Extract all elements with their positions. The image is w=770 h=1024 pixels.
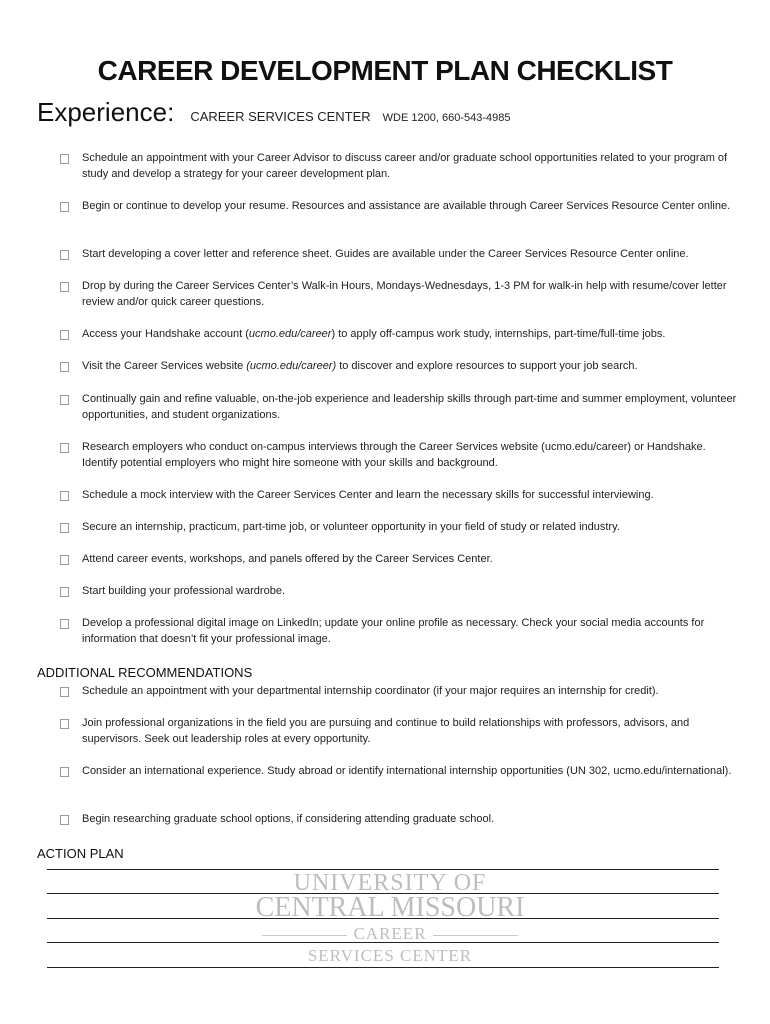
checkbox-icon[interactable] xyxy=(60,330,69,340)
item-text: Start developing a cover letter and reference sheet. Guides are available under the Career Services Resource Center online. xyxy=(82,248,689,260)
checkbox-icon[interactable] xyxy=(60,587,69,597)
checklist-item xyxy=(60,439,740,471)
checkbox-icon[interactable] xyxy=(60,555,69,565)
checklist-item xyxy=(60,519,740,535)
action-plan-line[interactable] xyxy=(47,918,719,919)
item-text: Continually gain and refine valuable, on-the-job experience and leadership skills through part-time and summer employment, volunteer opportunities, and student organizations. xyxy=(82,393,737,421)
checklist-item xyxy=(60,198,740,214)
checklist-item xyxy=(60,551,740,567)
item-text xyxy=(82,358,737,374)
checklist-item xyxy=(60,715,740,747)
checkbox-icon[interactable] xyxy=(60,282,69,292)
checklist-item xyxy=(60,487,740,503)
checklist-item xyxy=(60,683,740,699)
checkbox-icon[interactable] xyxy=(60,362,69,372)
page-title: CAREER DEVELOPMENT PLAN CHECKLIST xyxy=(97,55,673,86)
watermark-line: SERVICES CENTER xyxy=(307,946,473,965)
item-text: Begin researching graduate school options, if considering attending graduate school. xyxy=(82,813,495,825)
watermark-career: CAREER xyxy=(353,924,427,943)
checklist-item xyxy=(60,358,740,374)
item-text: Attend career events, workshops, and panels offered by the Career Services Center. xyxy=(82,553,493,565)
watermark-line: CENTRAL MISSOURI xyxy=(255,892,525,923)
item-text xyxy=(82,326,737,342)
checkbox-icon[interactable] xyxy=(60,719,69,729)
checkbox-icon[interactable] xyxy=(60,619,69,629)
item-text-part: ) to apply off-campus work study, internships, part-time/full-time jobs. xyxy=(331,328,666,340)
watermark-line xyxy=(235,924,545,944)
item-text: Schedule an appointment with your Career Advisor to discuss career and/or graduate school opportunities related to your program of study and develop a strategy for your career development plan. xyxy=(82,152,728,180)
handshake-link[interactable]: ucmo.edu/career xyxy=(248,328,332,340)
action-plan-line[interactable] xyxy=(47,869,719,870)
action-plan-line[interactable] xyxy=(47,893,719,894)
checkbox-icon[interactable] xyxy=(60,523,69,533)
section-label: Experience: xyxy=(37,97,175,127)
action-plan-line[interactable] xyxy=(47,942,719,943)
website-link[interactable]: (ucmo.edu/career) xyxy=(246,360,337,372)
checklist-item xyxy=(60,811,740,827)
item-text-part: Visit the Career Services website xyxy=(82,360,247,372)
watermark-line: UNIVERSITY OF xyxy=(293,870,487,896)
action-plan-heading: ACTION PLAN xyxy=(37,846,124,861)
action-plan-line[interactable] xyxy=(47,967,719,968)
item-text: Schedule a mock interview with the Career Services Center and learn the necessary skills for successful interviewing. xyxy=(82,489,654,501)
checkbox-icon[interactable] xyxy=(60,687,69,697)
center-name: CAREER SERVICES CENTER xyxy=(190,109,371,124)
item-text: Join professional organizations in the field you are pursuing and continue to build relationships with professors, advisors, and supervisors. Seek out leadership roles at every opportunity. xyxy=(82,717,690,745)
checkbox-icon[interactable] xyxy=(60,491,69,501)
item-text: Begin or continue to develop your resume. Resources and assistance are available through Career Services Resource Center online. xyxy=(82,200,731,212)
checkbox-icon[interactable] xyxy=(60,154,69,164)
item-text-part: to discover and explore resources to support your job search. xyxy=(336,360,638,372)
checklist-item xyxy=(60,326,740,342)
additional-heading: ADDITIONAL RECOMMENDATIONS xyxy=(37,665,253,680)
checklist-item xyxy=(60,150,740,182)
checklist-item xyxy=(60,278,740,310)
checkbox-icon[interactable] xyxy=(60,767,69,777)
item-text: Drop by during the Career Services Center’s Walk-in Hours, Mondays-Wednesdays, 1-3 PM for walk-in help with resume/cover letter review and/or quick career questions. xyxy=(82,280,727,308)
checklist-item xyxy=(60,583,740,599)
checkbox-icon[interactable] xyxy=(60,815,69,825)
item-text: Consider an international experience. Study abroad or identify international internship opportunities (UN 302, ucmo.edu/international). xyxy=(82,765,732,777)
checkbox-icon[interactable] xyxy=(60,250,69,260)
item-text: Start building your professional wardrobe. xyxy=(82,585,286,597)
item-text: Secure an internship, practicum, part-time job, or volunteer opportunity in your field of study or related industry. xyxy=(82,521,620,533)
watermark-rule xyxy=(262,935,347,936)
checkbox-icon[interactable] xyxy=(60,443,69,453)
item-text-part: Access your Handshake account ( xyxy=(82,328,249,340)
checkbox-icon[interactable] xyxy=(60,395,69,405)
item-text: Research employers who conduct on-campus interviews through the Career Services website (ucmo.edu/career) or Handshake. Identify potential employers who might hire someone with your skills and background. xyxy=(82,441,706,469)
checklist-item xyxy=(60,246,740,262)
item-text: Schedule an appointment with your departmental internship coordinator (if your major requires an internship for credit). xyxy=(82,685,659,697)
university-logo-watermark xyxy=(235,868,545,973)
checklist-item xyxy=(60,615,740,647)
checkbox-icon[interactable] xyxy=(60,202,69,212)
checklist-item xyxy=(60,763,740,779)
checklist-item xyxy=(60,391,740,423)
section-subtitle xyxy=(37,97,510,128)
item-text: Develop a professional digital image on LinkedIn; update your online profile as necessary. Check your social media accounts for information that doesn’t fit your professional image. xyxy=(82,617,705,645)
watermark-rule xyxy=(433,935,518,936)
center-contact: WDE 1200, 660-543-4985 xyxy=(382,112,511,124)
